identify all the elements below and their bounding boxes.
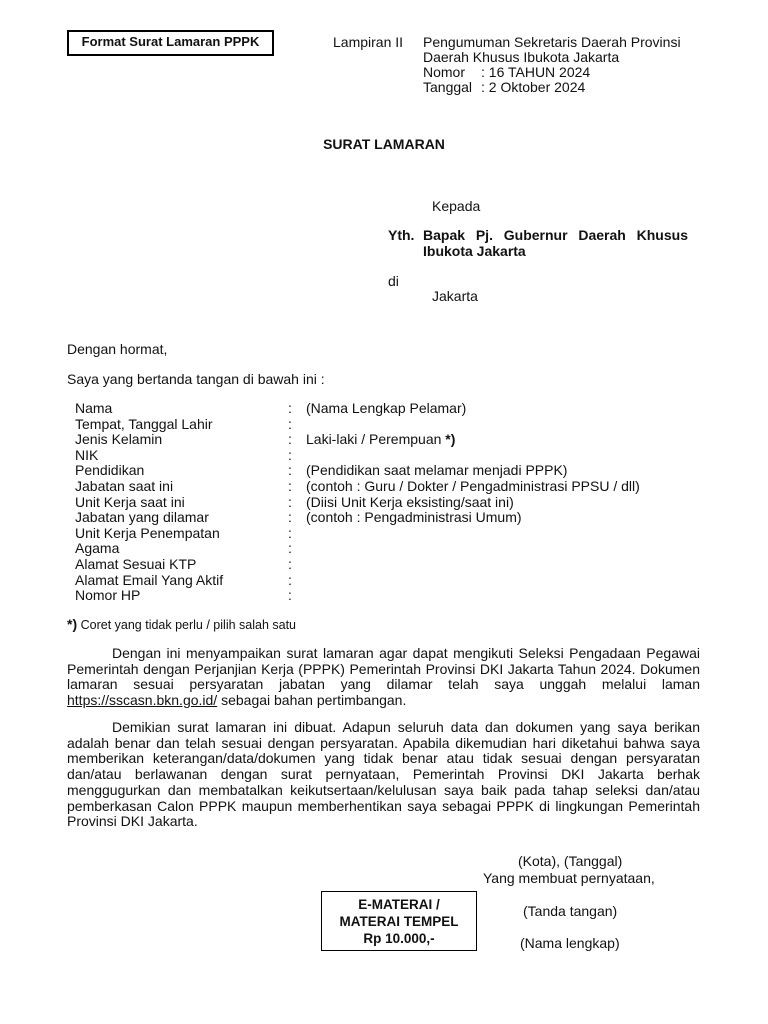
field-label: Alamat Sesuai KTP (75, 555, 197, 572)
signature-place-date: (Kota), (Tanggal) (518, 853, 623, 869)
field-value: Laki-laki / Perempuan (306, 431, 442, 448)
lampiran-block (423, 35, 681, 95)
recipient-name: Bapak Pj. Gubernur Daerah Khusus Ibukota Jakarta (423, 227, 688, 259)
field-colon: : (288, 493, 292, 510)
field-value: (contoh : Guru / Dokter / Pengadministrasi PPSU / dll) (306, 477, 640, 494)
nomor-line (423, 65, 681, 80)
paragraph-declaration (67, 720, 700, 830)
strike-marker: *) (445, 431, 456, 448)
field-colon: : (288, 571, 292, 588)
field-label: Tempat, Tanggal Lahir (75, 415, 213, 432)
paragraph-declaration-text: Demikian surat lamaran ini dibuat. Adapun seluruh data dan dokumen yang saya berikan adalah benar dan telah sesuai dengan persyaratan. Apabila dikemudian hari diketahui bahwa saya memberikan keterangan/data/dokumen yang tidak benar atau tidak sesuai dengan persyaratan dan/atau berlawanan dengan surat pernyataan, Pemerintah Provinsi DKI Jakarta berhak menggugurkan dan membatalkan keikutsertaan/kelulusan saya baik pada tahap seleksi dan/atau pemberkasan Calon PPPK maupun memberhentikan saya sebagai PPPK di lingkungan Pemerintah Provinsi DKI Jakarta. (67, 719, 700, 830)
field-label: Pendidikan (75, 462, 145, 479)
field-colon: : (288, 477, 292, 494)
field-label: Jabatan saat ini (75, 477, 174, 494)
tanggal-line (423, 80, 681, 95)
recipient-kepada: Kepada (432, 198, 481, 214)
field-label: NIK (75, 446, 99, 463)
field-colon: : (288, 431, 292, 448)
recipient-city: Jakarta (432, 288, 478, 304)
materai-box (321, 891, 477, 951)
lampiran-label: Lampiran II (333, 34, 404, 50)
lampiran-line-1: Pengumuman Sekretaris Daerah Provinsi (423, 34, 681, 50)
field-label: Nomor HP (75, 587, 141, 604)
field-value-with-marker (306, 432, 455, 448)
format-label: Format Surat Lamaran PPPK (81, 34, 260, 49)
format-label-box (67, 30, 274, 56)
materai-line-2: MATERAI TEMPEL (339, 914, 459, 929)
footnote (67, 616, 296, 632)
tanggal-label: Tanggal (423, 79, 473, 95)
sscasn-link[interactable]: https://sscasn.bkn.go.id/ (67, 692, 218, 709)
field-value: (Diisi Unit Kerja eksisting/saat ini) (306, 493, 514, 510)
materai-line-1: E-MATERAI / (358, 897, 440, 912)
field-colon: : (288, 587, 292, 604)
field-colon: : (288, 446, 292, 463)
field-colon: : (288, 415, 292, 432)
paragraph-application-tail: sebagai bahan pertimbangan. (217, 692, 407, 709)
signature-maker: Yang membuat pernyataan, (483, 870, 655, 886)
field-value: (contoh : Pengadministrasi Umum) (306, 509, 522, 526)
lampiran-line-2: Daerah Khusus Ibukota Jakarta (423, 49, 620, 65)
field-label: Nama (75, 400, 113, 416)
paragraph-application (67, 646, 700, 709)
materai-line-3: Rp 10.000,- (363, 931, 435, 946)
field-colon: : (288, 400, 292, 416)
signature-name: (Nama lengkap) (520, 935, 620, 951)
nomor-value: : 16 TAHUN 2024 (481, 64, 591, 80)
field-value: (Nama Lengkap Pelamar) (306, 400, 467, 416)
field-colon: : (288, 555, 292, 572)
field-label: Jenis Kelamin (75, 431, 163, 448)
paragraph-application-text: Dengan ini menyampaikan surat lamaran agar dapat mengikuti Seleksi Pengadaan Pegawai Pemerintah dengan Perjanjian Kerja (PPPK) Pemerintah Provinsi DKI Jakarta Tahun 2024. Dokumen lamaran sesuai persyaratan jabatan yang dilamar telah saya unggah melalui laman (67, 645, 700, 693)
field-colon: : (288, 540, 292, 557)
document-title: SURAT LAMARAN (323, 136, 445, 152)
tanggal-value: : 2 Oktober 2024 (481, 79, 586, 95)
greeting: Dengan hormat, (67, 341, 168, 357)
field-colon: : (288, 524, 292, 541)
signature-placeholder: (Tanda tangan) (523, 903, 618, 919)
field-colon: : (288, 462, 292, 479)
field-value: (Pendidikan saat melamar menjadi PPPK) (306, 462, 568, 479)
footnote-text: Coret yang tidak perlu / pilih salah satu (77, 618, 296, 632)
field-colon: : (288, 509, 292, 526)
field-label: Unit Kerja saat ini (75, 493, 185, 510)
field-label: Unit Kerja Penempatan (75, 524, 220, 541)
recipient-yth: Yth. (388, 227, 415, 243)
recipient-di: di (388, 273, 399, 289)
intro-text: Saya yang bertanda tangan di bawah ini : (67, 371, 325, 387)
field-label: Agama (75, 540, 120, 557)
field-label: Jabatan yang dilamar (75, 509, 209, 526)
nomor-label: Nomor (423, 64, 466, 80)
footnote-marker: *) (67, 616, 78, 632)
field-label: Alamat Email Yang Aktif (75, 571, 224, 588)
